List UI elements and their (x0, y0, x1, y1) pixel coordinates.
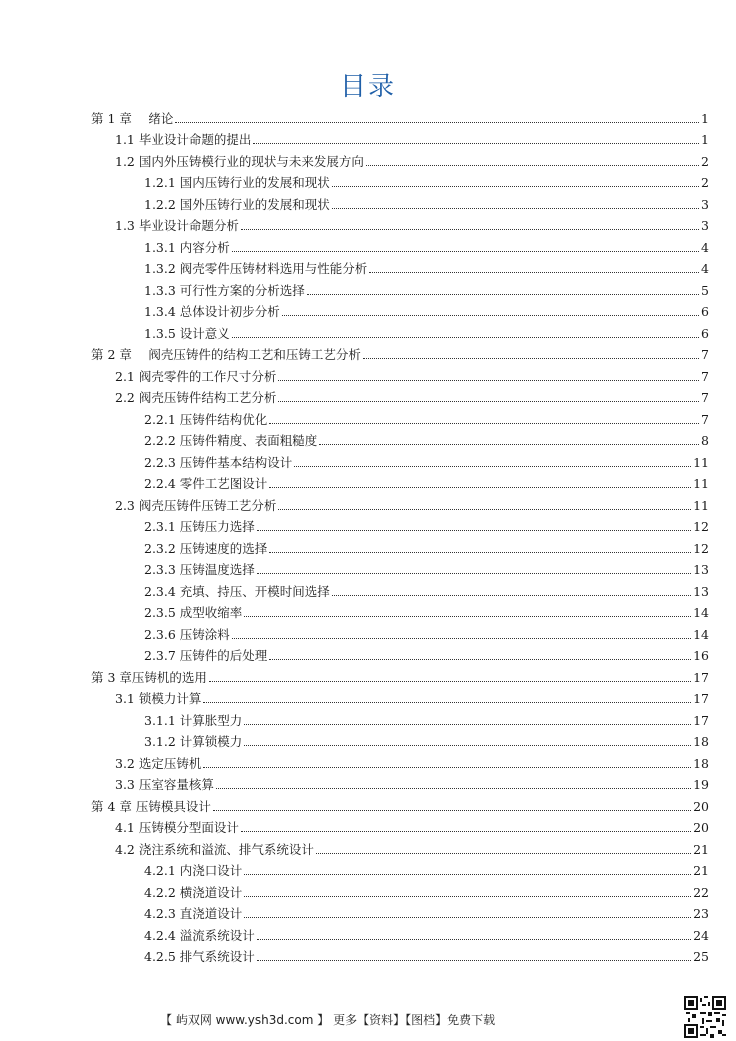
toc-entry-page: 2 (701, 153, 709, 169)
toc-entry[interactable] (0, 190, 736, 212)
toc-entry-page: 6 (701, 325, 709, 341)
toc-leader-dots (203, 767, 691, 768)
toc-entry-label: 2.2.1 压铸件结构优化 (144, 411, 268, 427)
toc-leader-dots (332, 186, 699, 187)
qr-code-icon (684, 996, 726, 1038)
toc-entry-label: 2.2.3 压铸件基本结构设计 (144, 454, 293, 470)
toc-entry-page: 7 (701, 347, 709, 362)
toc-entry[interactable] (0, 534, 736, 556)
toc-entry-label: 3.1.1 计算胀型力 (144, 712, 243, 728)
toc-entry[interactable] (0, 857, 736, 879)
toc-entry[interactable] (0, 341, 736, 363)
toc-entry[interactable] (0, 427, 736, 449)
toc-entry[interactable] (0, 319, 736, 341)
toc-entry-label: 4.2 浇注系统和溢流、排气系统设计 (115, 841, 314, 857)
toc-entry-page: 12 (693, 540, 709, 556)
toc-entry-page: 2 (701, 175, 709, 190)
toc-leader-dots (244, 745, 691, 746)
toc-entry[interactable] (0, 749, 736, 771)
toc-entry-page: 13 (693, 562, 709, 577)
toc-entry[interactable] (0, 126, 736, 148)
toc-leader-dots (316, 853, 691, 854)
toc-entry-label: 4.2.3 直浇道设计 (144, 906, 243, 921)
toc-entry-page: 6 (701, 304, 709, 319)
toc-leader-dots (366, 165, 699, 166)
toc-entry-label: 1.3.4 总体设计初步分析 (144, 304, 280, 319)
toc-entry-label: 4.2.1 内浇口设计 (144, 863, 243, 878)
toc-entry-page: 22 (693, 884, 709, 900)
toc-leader-dots (269, 423, 699, 424)
toc-entry-label: 4.2.5 排气系统设计 (144, 949, 255, 964)
toc-entry[interactable] (0, 728, 736, 750)
toc-entry-page: 25 (693, 949, 709, 964)
toc-entry-label: 1.2 国内外压铸模行业的现状与未来发展方向 (115, 153, 364, 169)
toc-leader-dots (253, 143, 699, 144)
toc-entry[interactable] (0, 169, 736, 191)
toc-entry-label: 4.2.2 横浇道设计 (144, 884, 243, 900)
toc-entry[interactable] (0, 599, 736, 621)
toc-leader-dots (269, 487, 691, 488)
toc-entry-label: 2.3 阀壳压铸件压铸工艺分析 (115, 497, 277, 513)
toc-entry-label: 第 1 章 绪论 (91, 110, 174, 126)
toc-entry-label: 1.2.2 国外压铸行业的发展和现状 (144, 196, 330, 212)
toc-entry-label: 2.2 阀壳压铸件结构工艺分析 (115, 390, 277, 405)
toc-entry-page: 11 (693, 497, 709, 513)
toc-leader-dots (244, 896, 691, 897)
toc-entry-label: 1.3.1 内容分析 (144, 239, 230, 255)
toc-leader-dots (232, 337, 699, 338)
toc-entry-page: 17 (693, 691, 709, 706)
toc-entry[interactable] (0, 556, 736, 578)
toc-leader-dots (282, 315, 699, 316)
toc-entry-label: 2.3.4 充填、持压、开模时间选择 (144, 583, 330, 599)
table-of-contents (0, 104, 736, 964)
toc-entry-page: 24 (693, 927, 709, 943)
toc-entry[interactable] (0, 405, 736, 427)
toc-entry-label: 2.2.2 压铸件精度、表面粗糙度 (144, 433, 318, 448)
toc-entry-page: 17 (693, 669, 709, 685)
toc-entry-page: 8 (701, 433, 709, 448)
toc-entry-page: 5 (701, 282, 709, 298)
toc-entry-label: 3.1 锁模力计算 (115, 691, 202, 706)
toc-leader-dots (269, 659, 691, 660)
toc-entry[interactable] (0, 513, 736, 535)
toc-entry-label: 2.1 阀壳零件的工作尺寸分析 (115, 368, 277, 384)
toc-leader-dots (332, 595, 691, 596)
toc-entry-page: 14 (693, 605, 709, 620)
toc-entry-page: 19 (693, 777, 709, 792)
toc-entry-page: 7 (701, 411, 709, 427)
toc-entry[interactable] (0, 104, 736, 126)
toc-leader-dots (294, 466, 691, 467)
toc-entry[interactable] (0, 233, 736, 255)
toc-entry-label: 2.3.2 压铸速度的选择 (144, 540, 268, 556)
toc-entry-page: 12 (693, 519, 709, 534)
toc-entry[interactable] (0, 620, 736, 642)
toc-entry-label: 3.2 选定压铸机 (115, 755, 202, 771)
toc-entry-page: 4 (701, 239, 709, 255)
toc-entry[interactable] (0, 771, 736, 793)
toc-leader-dots (241, 229, 699, 230)
toc-leader-dots (257, 939, 691, 940)
toc-leader-dots (278, 509, 691, 510)
toc-entry-page: 18 (693, 734, 709, 749)
toc-entry-label: 4.2.4 溢流系统设计 (144, 927, 255, 943)
toc-entry-page: 23 (693, 906, 709, 921)
toc-entry[interactable] (0, 362, 736, 384)
toc-leader-dots (241, 831, 691, 832)
toc-entry[interactable] (0, 642, 736, 664)
toc-entry-label: 1.1 毕业设计命题的提出 (115, 132, 252, 147)
toc-entry-label: 1.2.1 国内压铸行业的发展和现状 (144, 175, 330, 190)
toc-entry[interactable] (0, 276, 736, 298)
toc-entry[interactable] (0, 384, 736, 406)
toc-leader-dots (257, 530, 691, 531)
toc-leader-dots (278, 380, 699, 381)
toc-leader-dots (319, 444, 699, 445)
toc-entry[interactable] (0, 298, 736, 320)
toc-entry-label: 2.3.1 压铸压力选择 (144, 519, 255, 534)
toc-leader-dots (203, 702, 691, 703)
toc-leader-dots (244, 917, 691, 918)
toc-entry[interactable] (0, 706, 736, 728)
toc-leader-dots (363, 358, 699, 359)
toc-leader-dots (278, 401, 699, 402)
toc-leader-dots (244, 616, 691, 617)
toc-leader-dots (232, 638, 691, 639)
toc-leader-dots (257, 960, 691, 961)
toc-entry[interactable] (0, 900, 736, 922)
toc-entry[interactable] (0, 921, 736, 943)
toc-entry-page: 1 (701, 110, 709, 126)
toc-entry-label: 1.3 毕业设计命题分析 (115, 218, 239, 233)
toc-entry[interactable] (0, 577, 736, 599)
toc-entry[interactable] (0, 878, 736, 900)
toc-entry-label: 第 4 章 压铸模具设计 (91, 798, 211, 814)
toc-entry[interactable] (0, 448, 736, 470)
toc-entry-page: 20 (693, 798, 709, 814)
toc-entry-page: 7 (701, 368, 709, 384)
toc-entry-label: 2.2.4 零件工艺图设计 (144, 476, 268, 491)
toc-leader-dots (213, 810, 691, 811)
toc-entry-page: 16 (693, 648, 709, 663)
toc-entry[interactable] (0, 943, 736, 965)
toc-entry-label: 第 3 章压铸机的选用 (91, 669, 207, 685)
toc-entry-label: 3.3 压室容量核算 (115, 777, 214, 792)
toc-entry-label: 1.3.2 阀壳零件压铸材料选用与性能分析 (144, 261, 368, 276)
toc-entry[interactable] (0, 663, 736, 685)
toc-entry[interactable] (0, 792, 736, 814)
toc-entry[interactable] (0, 470, 736, 492)
toc-entry-label: 1.3.5 设计意义 (144, 325, 230, 341)
toc-entry-page: 17 (693, 712, 709, 728)
toc-entry-label: 3.1.2 计算锁模力 (144, 734, 243, 749)
toc-leader-dots (244, 874, 691, 875)
toc-entry-label: 1.3.3 可行性方案的分析选择 (144, 282, 305, 298)
toc-entry[interactable] (0, 835, 736, 857)
toc-entry-page: 20 (693, 820, 709, 835)
toc-entry-page: 3 (701, 218, 709, 233)
toc-entry-page: 21 (693, 863, 709, 878)
toc-entry-label: 2.3.7 压铸件的后处理 (144, 648, 268, 663)
toc-entry-label: 2.3.3 压铸温度选择 (144, 562, 255, 577)
toc-leader-dots (216, 788, 691, 789)
toc-leader-dots (232, 251, 699, 252)
toc-entry[interactable] (0, 814, 736, 836)
toc-entry[interactable] (0, 147, 736, 169)
toc-leader-dots (209, 681, 691, 682)
toc-leader-dots (332, 208, 699, 209)
toc-entry-page: 21 (693, 841, 709, 857)
toc-entry-label: 2.3.6 压铸涂料 (144, 626, 230, 642)
toc-entry-label: 2.3.5 成型收缩率 (144, 605, 243, 620)
toc-leader-dots (369, 272, 699, 273)
toc-leader-dots (175, 122, 699, 123)
toc-leader-dots (257, 573, 691, 574)
toc-leader-dots (269, 552, 691, 553)
toc-entry-label: 第 2 章 阀壳压铸件的结构工艺和压铸工艺分析 (91, 347, 361, 362)
toc-entry-page: 14 (693, 626, 709, 642)
toc-leader-dots (244, 724, 691, 725)
toc-entry[interactable] (0, 685, 736, 707)
toc-entry-page: 3 (701, 196, 709, 212)
toc-entry[interactable] (0, 212, 736, 234)
toc-entry-page: 11 (693, 454, 709, 470)
toc-entry-page: 11 (693, 476, 709, 491)
toc-leader-dots (307, 294, 699, 295)
toc-entry-page: 13 (693, 583, 709, 599)
toc-entry-page: 1 (701, 132, 709, 147)
toc-entry-label: 4.1 压铸模分型面设计 (115, 820, 239, 835)
toc-entry-page: 4 (701, 261, 709, 276)
footer-text[interactable]: 【 屿双网 www.ysh3d.com 】 更多【资料】【图档】免费下载 (160, 1013, 496, 1027)
toc-entry[interactable] (0, 255, 736, 277)
toc-entry-page: 18 (693, 755, 709, 771)
page-title: 目录 (339, 72, 396, 102)
toc-entry[interactable] (0, 491, 736, 513)
toc-entry-page: 7 (701, 390, 709, 405)
